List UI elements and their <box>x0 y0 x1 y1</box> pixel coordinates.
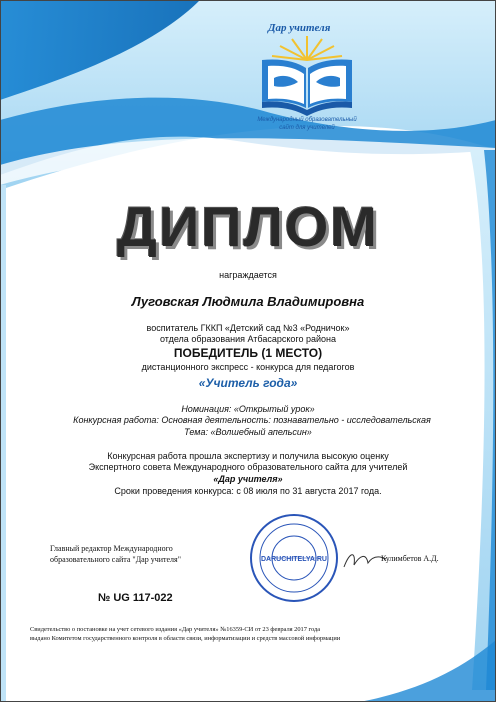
contest-dates: Сроки проведения конкурса: с 08 июля по 31 августа 2017 года. <box>114 486 382 496</box>
editor-line-1: Главный редактор Международного <box>50 544 173 553</box>
registration-certificate <box>30 625 470 643</box>
contest-name: «Учитель года» <box>198 376 298 390</box>
logo-title: Дар учителя <box>268 22 331 34</box>
topic: Тема: «Волшебный апельсин» <box>184 427 312 437</box>
expert-line-3: «Дар учителя» <box>213 474 283 484</box>
signer-name: Кулимбетов А.Д. <box>381 554 439 563</box>
logo-tagline: Международный образовательный сайт для учителей <box>257 117 357 131</box>
expert-line-1: Конкурсная работа прошла экспертизу и получила высокую оценку <box>107 451 389 461</box>
editor-block <box>50 543 225 565</box>
position-line-2: отдела образования Атбасарского района <box>159 334 337 344</box>
result: ПОБЕДИТЕЛЬ (1 МЕСТО) <box>173 346 323 360</box>
competition-work: Конкурсная работа: Основная деятельность: познавательно - исследовательская <box>73 415 431 425</box>
seal-stamp <box>248 512 340 604</box>
diploma-number: № UG 117-022 <box>98 592 173 604</box>
certificate-line-1: Свидетельство о постановке на учет сетевого издания «Дар учителя» №16359-СИ от 23 февраля 2017 года <box>30 626 321 633</box>
recipient-name: Луговская Людмила Владимировна <box>131 294 365 309</box>
diploma-title: ДИПЛОМ <box>117 195 379 258</box>
expert-line-2: Экспертного совета Международного образовательного сайта для учителей <box>88 462 408 472</box>
contest-description: дистанционного экспресс - конкурса для педагогов <box>141 362 355 372</box>
position-line-1: воспитатель ГККП «Детский сад №3 «Родничок» <box>146 323 350 333</box>
certificate-line-2: выдано Комитетом государственного контроля в области связи, информатизации и средств массовой информации <box>30 635 341 642</box>
open-book-hands-icon <box>252 30 362 118</box>
awarded-label: награждается <box>219 270 277 280</box>
stamp-text: DARUCHITELYA.RU <box>261 556 327 563</box>
nomination: Номинация: «Открытый урок» <box>181 404 315 414</box>
editor-line-2: образовательного сайта "Дар учителя" <box>50 555 181 564</box>
